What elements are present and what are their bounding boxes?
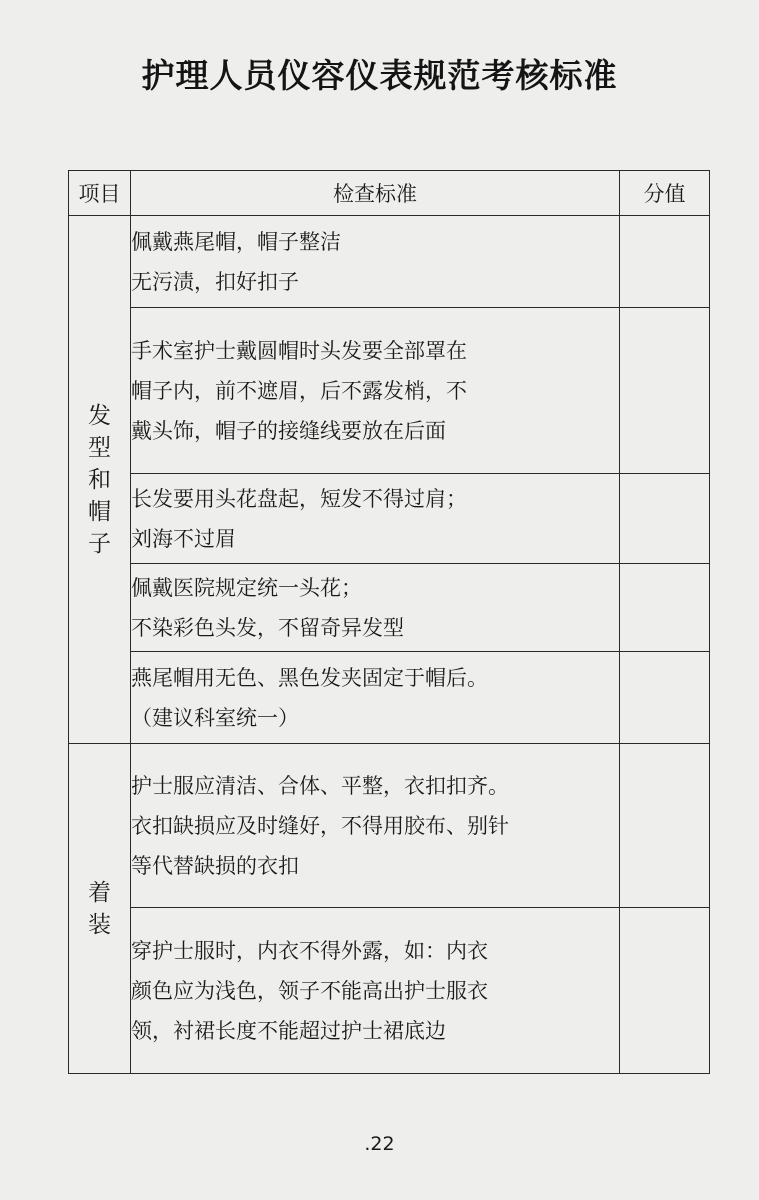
table-row [69,564,710,652]
criteria-cell [131,744,620,908]
score-cell [620,564,710,652]
table-row [69,216,710,308]
criteria-cell [131,564,620,652]
header-score: 分值 [620,171,710,216]
table-row [69,744,710,908]
page-number: .22 [364,1133,395,1155]
criteria-line: 无污渍，扣好扣子 [131,269,299,294]
criteria-line: 等代替缺损的衣扣 [131,853,299,878]
criteria-line: 衣扣缺损应及时缝好，不得用胶布、别针 [131,813,509,838]
header-criteria: 检查标准 [131,171,620,216]
criteria-line: 领，衬裙长度不能超过护士裙底边 [131,1018,446,1043]
score-cell [620,652,710,744]
header-item: 项目 [69,171,131,216]
table-header-row [69,171,710,216]
score-cell [620,216,710,308]
criteria-cell [131,652,620,744]
category-label: 发型和帽子 [88,402,111,557]
criteria-cell [131,216,620,308]
page-title: 护理人员仪容仪表规范考核标准 [141,56,618,95]
score-cell [620,308,710,474]
category-hair-and-cap [69,216,131,744]
category-attire [69,744,131,1074]
criteria-line: 帽子内，前不遮眉，后不露发梢，不 [131,378,467,403]
score-cell [620,474,710,564]
criteria-cell [131,474,620,564]
criteria-cell [131,308,620,474]
criteria-line: 佩戴燕尾帽，帽子整洁 [131,229,341,254]
criteria-line: 佩戴医院规定统一头花； [131,575,362,600]
criteria-cell [131,908,620,1074]
criteria-line: 护士服应清洁、合体、平整，衣扣扣齐。 [131,773,509,798]
criteria-line: 手术室护士戴圆帽时头发要全部罩在 [131,338,467,363]
criteria-line: 燕尾帽用无色、黑色发夹固定于帽后。 [131,665,488,690]
criteria-line: 穿护士服时，内衣不得外露，如：内衣 [131,938,488,963]
criteria-line: 颜色应为浅色，领子不能高出护士服衣 [131,978,488,1003]
table-row [69,308,710,474]
criteria-line: 刘海不过眉 [131,526,236,551]
table-row [69,908,710,1074]
criteria-line: 长发要用头花盘起，短发不得过肩； [131,486,467,511]
table-row [69,474,710,564]
criteria-line: 不染彩色头发，不留奇异发型 [131,615,404,640]
score-cell [620,908,710,1074]
table-row [69,652,710,744]
criteria-line: 戴头饰，帽子的接缝线要放在后面 [131,418,446,443]
standards-table [68,170,710,1074]
score-cell [620,744,710,908]
criteria-line: （建议科室统一） [131,705,299,730]
category-label: 着装 [88,879,111,938]
